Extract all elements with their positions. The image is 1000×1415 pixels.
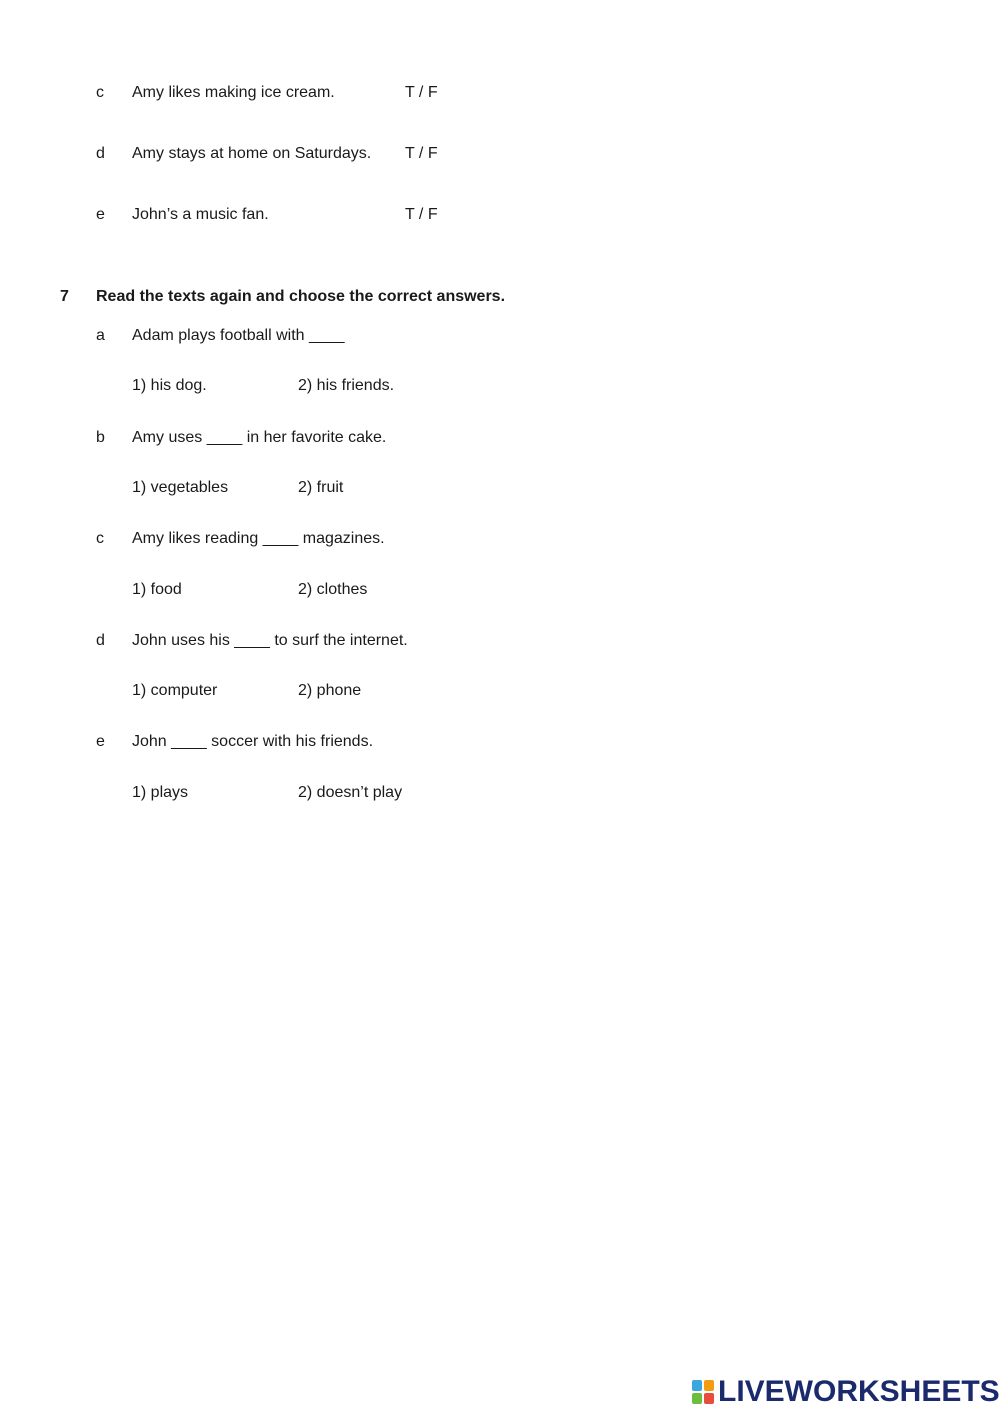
item-letter: b [96,429,105,446]
item-statement: John’s a music fan. [132,206,269,223]
answer-option-1[interactable]: 1) food [132,581,182,598]
answer-option-1[interactable]: 1) his dog. [132,377,207,394]
item-letter: d [96,632,105,649]
item-prompt: John uses his ____ to surf the internet. [132,632,408,649]
logo-square-green [692,1393,702,1404]
item-letter: e [96,206,105,223]
answer-option-2[interactable]: 2) doesn’t play [298,784,403,801]
liveworksheets-logo-icon [692,1380,714,1404]
item-letter: a [96,327,105,344]
answer-option-2[interactable]: 2) fruit [298,479,344,496]
question-number: 7 [60,288,69,305]
answer-option-2[interactable]: 2) clothes [298,581,368,598]
logo-square-blue [692,1380,702,1391]
true-false-choice[interactable]: T / F [405,145,438,162]
liveworksheets-logo [692,1375,1000,1408]
item-statement: Amy likes making ice cream. [132,84,335,101]
item-letter: e [96,733,105,750]
item-statement: Amy stays at home on Saturdays. [132,145,372,162]
item-prompt: Amy likes reading ____ magazines. [132,530,385,547]
item-prompt: Adam plays football with ____ [132,327,345,344]
answer-option-2[interactable]: 2) phone [298,682,362,699]
item-letter: d [96,145,105,162]
true-false-choice[interactable]: T / F [405,84,438,101]
true-false-choice[interactable]: T / F [405,206,438,223]
question-instruction: Read the texts again and choose the correct answers. [96,288,506,305]
answer-option-1[interactable]: 1) vegetables [132,479,229,496]
logo-square-orange [704,1380,714,1391]
answer-option-1[interactable]: 1) computer [132,682,218,699]
logo-wordmark: LIVEWORKSHEETS [718,1375,1000,1408]
item-letter: c [96,530,104,547]
logo-square-red [704,1393,714,1404]
item-letter: c [96,84,104,101]
answer-option-1[interactable]: 1) plays [132,784,189,801]
item-prompt: John ____ soccer with his friends. [132,733,374,750]
answer-option-2[interactable]: 2) his friends. [298,377,395,394]
item-prompt: Amy uses ____ in her favorite cake. [132,429,387,446]
